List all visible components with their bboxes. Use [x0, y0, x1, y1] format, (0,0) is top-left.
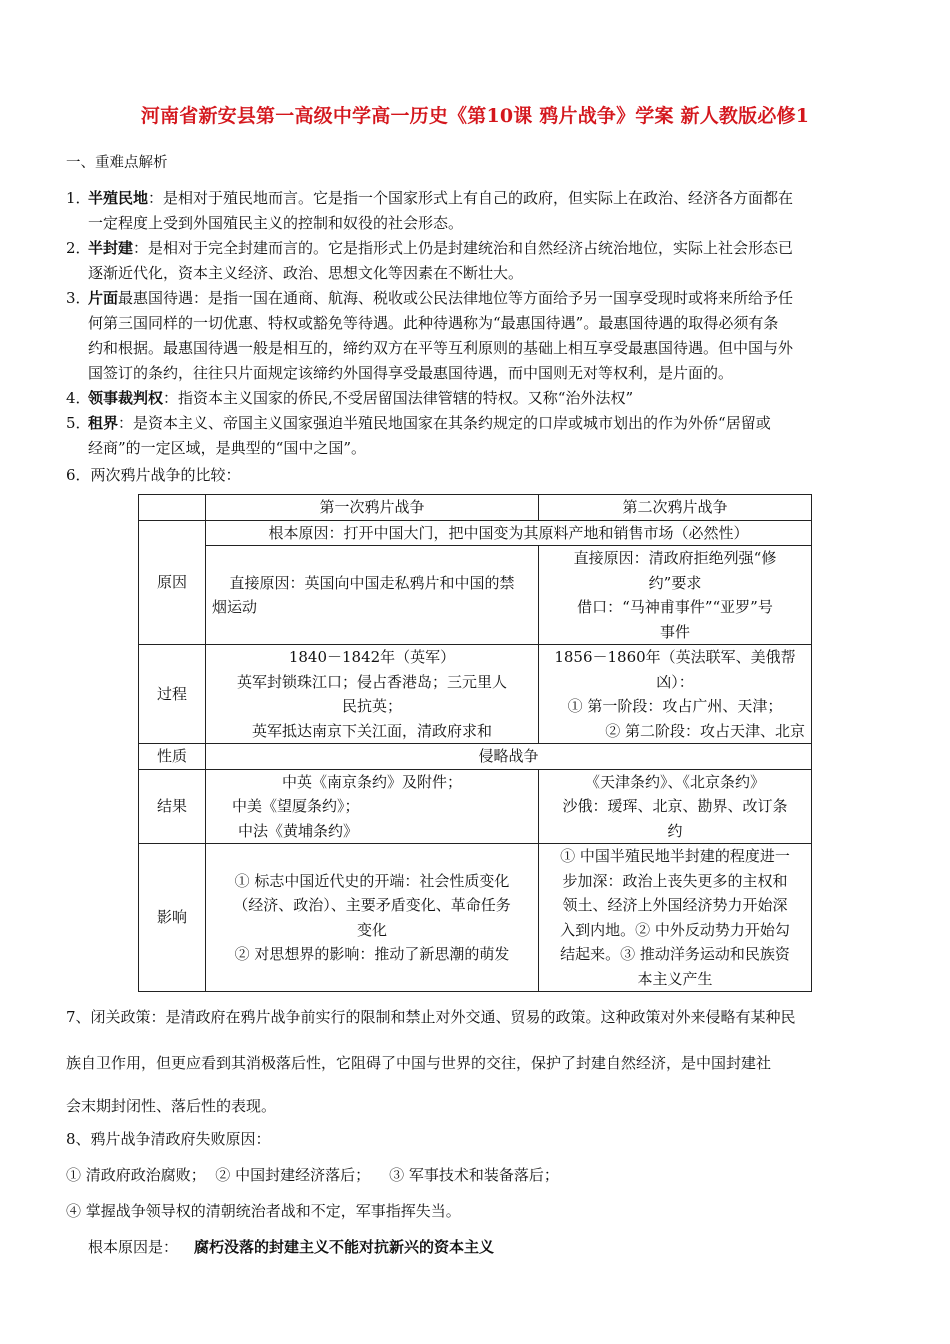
definition-text: 最惠国待遇：是指一国在通商、航海、税收或公民法律地位等方面给予另一国享受现时或将来所给予任	[118, 289, 794, 307]
definition-text: ：是资本主义、帝国主义国家强迫半殖民地国家在其条约规定的口岸或城市划出的作为外侨“居留或	[118, 414, 771, 432]
table-header-cell: 第二次鸦片战争	[539, 495, 812, 521]
cell-line: 直接原因：清政府拒绝列强“修	[573, 549, 777, 567]
table-header-row	[139, 495, 812, 521]
definition-text: ：是相对于殖民地而言。它是指一个国家形式上有自己的政府，但实际上在政治、经济各方面都在	[148, 189, 794, 207]
row-label: 影响	[139, 844, 206, 992]
definition-text: 何第三国同样的一切优惠、特权或豁免等待遇。此种待遇称为“最惠国待遇”。最惠国待遇的取得必须有条	[88, 314, 779, 332]
closed-policy-line: 会末期封闭性、落后性的表现。	[66, 1097, 277, 1115]
table-cell	[539, 769, 812, 844]
table-cell	[206, 844, 539, 992]
document-title: 河南省新安县第一高级中学高一历史《第10课 鸦片战争》学案 新人教版必修1	[140, 105, 810, 127]
definition-text: 国签订的条约，往往只片面规定该缔约外国得享受最惠国待遇，而中国则无对等权利，是片面的。	[88, 364, 734, 382]
table-row	[139, 844, 812, 992]
cell-line: 1856－1860年（英法联军、美俄帮	[554, 648, 796, 666]
table-row	[139, 520, 812, 546]
cell-line: 本主义产生	[637, 969, 713, 988]
defeat-heading: 8、鸦片战争清政府失败原因：	[66, 1130, 271, 1148]
cell-line: 中美《望厦条约》；	[232, 797, 360, 815]
cell-line: 中英《南京条约》及附件；	[281, 772, 462, 791]
cell-line: 约	[667, 821, 683, 840]
table-row	[139, 546, 812, 645]
cell-line: 烟运动	[212, 598, 258, 616]
row-label: 性质	[139, 744, 206, 770]
cell-line: 变化	[356, 920, 387, 939]
cell-line: 沙俄：瑷珲、北京、勘界、改订条	[562, 797, 788, 815]
definition-text: ：是相对于完全封建而言的。它是指形式上仍是封建统治和自然经济占统治地位，实际上社会形态已	[133, 239, 794, 257]
definition-4	[66, 386, 886, 411]
definition-number: 2．	[66, 239, 91, 257]
definition-2	[66, 236, 886, 286]
table-cell	[206, 769, 539, 844]
table-cell	[539, 844, 812, 992]
cell-line: 凶）：	[656, 672, 694, 691]
cell-line: ② 第二阶段：攻占天津、北京	[605, 721, 805, 740]
definition-3	[66, 286, 886, 386]
cell-line: 结起来。③ 推动洋务运动和民族资	[560, 945, 790, 963]
definition-term: 半封建	[88, 239, 134, 257]
definition-term: 领事裁判权	[88, 389, 164, 407]
table-header-cell	[139, 495, 206, 521]
cell-line: 民抗英；	[341, 697, 402, 715]
root-cause-label: 根本原因是：	[88, 1238, 179, 1256]
definition-term: 片面	[88, 289, 119, 307]
table-cell	[206, 546, 539, 645]
table-row	[139, 744, 812, 770]
table-header-cell: 第一次鸦片战争	[206, 495, 539, 521]
definition-number: 4．	[66, 389, 91, 407]
definition-1	[66, 186, 886, 236]
cell-line: 步加深：政治上丧失更多的主权和	[562, 871, 788, 890]
cell-line: 1840－1842年（英军）	[288, 648, 456, 666]
cell-line: 英军封锁珠江口；侵占香港岛；三元里人	[236, 672, 507, 691]
definition-5	[66, 411, 886, 461]
table-cell	[539, 645, 812, 744]
cell-line: 借口：“马神甫事件”“亚罗”号	[577, 598, 773, 616]
section-heading: 一、重难点解析	[66, 155, 168, 171]
table-cell: 侵略战争	[206, 744, 812, 770]
cell-line: ① 标志中国近代史的开端：社会性质变化	[234, 871, 510, 890]
cell-line: 英军抵达南京下关江面，清政府求和	[251, 721, 492, 740]
cell-line: （经济、政治）、主要矛盾变化、革命任务	[233, 896, 511, 914]
closed-policy-line: 族自卫作用，但更应看到其消极落后性，它阻碍了中国与世界的交往，保护了封建自然经济，是中国封建社	[66, 1054, 772, 1072]
definition-text: 逐渐近代化，资本主义经济、政治、思想文化等因素在不断壮大。	[88, 264, 524, 282]
definition-term: 半殖民地	[88, 189, 149, 207]
table-cell: 根本原因：打开中国大门，把中国变为其原料产地和销售市场（必然性）	[206, 520, 812, 546]
table-cell	[539, 546, 812, 645]
table-cell	[206, 645, 539, 744]
defeat-reasons-line: ① 清政府政治腐败； ② 中国封建经济落后； ③ 军事技术和装备落后；	[66, 1166, 559, 1184]
definition-text: 经商”的一定区域，是典型的“国中之国”。	[88, 439, 367, 457]
cell-line: ① 中国半殖民地半封建的程度进一	[560, 847, 790, 865]
definition-text: ：指资本主义国家的侨民,不受居留国法律管辖的特权。又称“治外法权”	[163, 389, 634, 407]
defeat-reasons-line: ④ 掌握战争领导权的清朝统治者战和不定，军事指挥失当。	[66, 1202, 461, 1220]
cell-line: 领土、经济上外国经济势力开始深	[562, 896, 788, 914]
root-cause-text: 腐朽没落的封建主义不能对抗新兴的资本主义	[194, 1238, 495, 1256]
table-row	[139, 645, 812, 744]
cell-line: 事件	[659, 622, 690, 641]
definition-number: 3．	[66, 289, 91, 307]
root-cause	[88, 1236, 494, 1257]
comparison-heading: 6．两次鸦片战争的比较：	[66, 466, 241, 484]
row-label: 原因	[139, 520, 206, 645]
cell-line: 直接原因：英国向中国走私鸦片和中国的禁	[229, 573, 515, 592]
cell-line: 入到内地。② 中外反动势力开始勾	[560, 920, 790, 939]
cell-line: 《天津条约》、《北京条约》	[584, 772, 765, 791]
definition-number: 5．	[66, 414, 91, 432]
cell-line: 约”要求	[648, 573, 702, 592]
cell-line: 中法《黄埔条约》	[238, 821, 359, 840]
cell-line: ② 对思想界的影响：推动了新思潮的萌发	[234, 945, 510, 963]
comparison-table	[138, 494, 812, 992]
definition-text: 约和根据。最惠国待遇一般是相互的，缔约双方在平等互利原则的基础上相互享受最惠国待遇。但中国与外	[88, 339, 794, 357]
row-label: 过程	[139, 645, 206, 744]
definition-text: 一定程度上受到外国殖民主义的控制和奴役的社会形态。	[88, 214, 464, 232]
definition-number: 1．	[66, 189, 91, 207]
cell-line: ① 第一阶段：攻占广州、天津；	[567, 697, 783, 715]
definition-term: 租界	[88, 414, 119, 432]
closed-policy-line: 7、闭关政策：是清政府在鸦片战争前实行的限制和禁止对外交通、贸易的政策。这种政策对外来侵略有某种民	[66, 1008, 796, 1026]
row-label: 结果	[139, 769, 206, 844]
table-row	[139, 769, 812, 844]
